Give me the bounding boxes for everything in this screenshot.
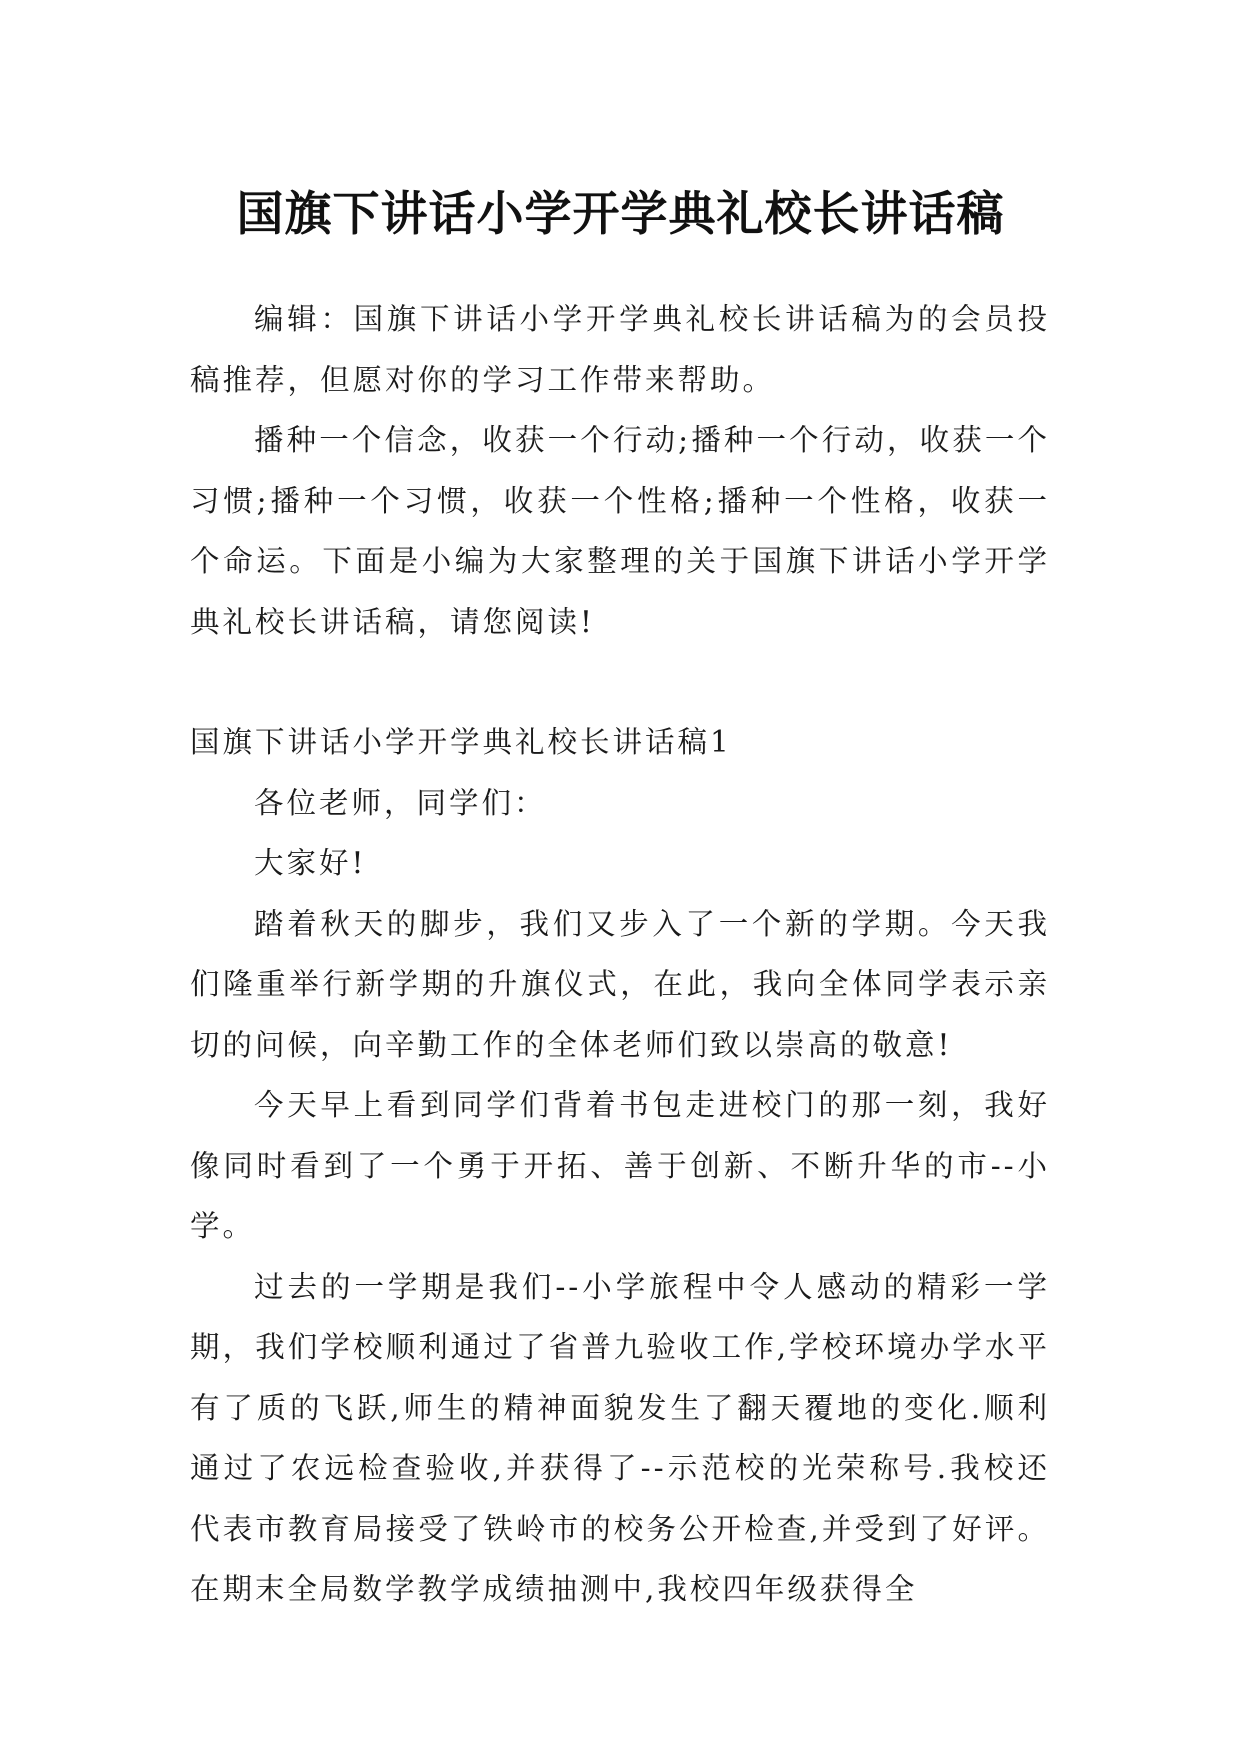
paragraph-intro: 播种一个信念，收获一个行动;播种一个行动，收获一个习惯;播种一个习惯，收获一个性格;播种一个性格，收获一个命运。下面是小编为大家整理的关于国旗下讲话小学开学典礼校长讲话稿，请您阅读! [190, 423, 1050, 639]
paragraph: 踏着秋天的脚步，我们又步入了一个新的学期。今天我们隆重举行新学期的升旗仪式，在此，我向全体同学表示亲切的问候，向辛勤工作的全体老师们致以崇高的敬意! [190, 906, 1050, 1062]
paragraph: 今天早上看到同学们背着书包走进校门的那一刻，我好像同时看到了一个勇于开拓、善于创新、不断升华的市--小学。 [190, 1088, 1050, 1243]
document-body [190, 289, 1050, 1620]
document-title: 国旗下讲话小学开学典礼校长讲话稿 [236, 187, 1005, 243]
paragraph-greeting: 大家好! [254, 846, 367, 880]
paragraph-editor-note: 编辑：国旗下讲话小学开学典礼校长讲话稿为的会员投稿推荐，但愿对你的学习工作带来帮助。 [190, 302, 1050, 397]
section-heading: 国旗下讲话小学开学典礼校长讲话稿1 [190, 725, 732, 759]
paragraph-salutation: 各位老师，同学们： [254, 785, 547, 820]
paragraph: 过去的一学期是我们--小学旅程中令人感动的精彩一学期，我们学校顺利通过了省普九验收工作,学校环境办学水平有了质的飞跃,师生的精神面貌发生了翻天覆地的变化.顺利通过了农远检查验收,并获得了--示范校的光荣称号.我校还代表市教育局接受了铁岭市的校务公开检查,并受到了好评。在期末全局数学教学成绩抽测中,我校四年级获得全 [190, 1269, 1050, 1606]
